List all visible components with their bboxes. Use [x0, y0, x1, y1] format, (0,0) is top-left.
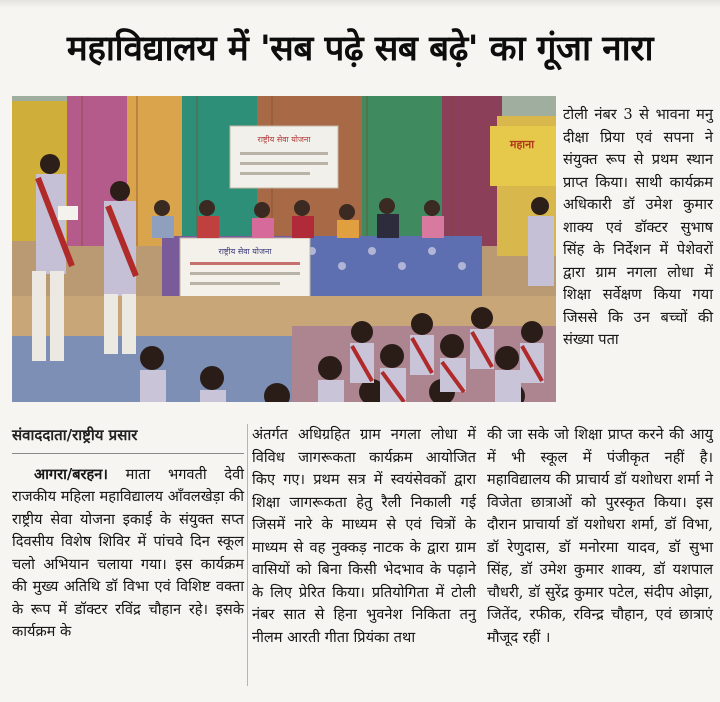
- article-paragraph: की जा सके जो शिक्षा प्राप्त करने की आयु में भी स्कूल में पंजीकृत नहीं है। महाविद्यालय की प्राचार्य डॉ यशोधरा शर्मा ने विजेता छात्राओं को पुरस्कृत किया। इस दौरान प्राचार्या डॉ यशोधरा शर्मा, डॉ विभा, डॉ रेणुदास, डॉ मनोरमा यादव, डॉ सुभा सिंह, डॉ उमेश कुमार शाक्य, डॉ यशपाल चौधरी, डॉ सुरेंद्र कुमार पटेल, संदीप ओझा, जितेंद, रफीक, रविन्द्र चौहान, एवं छात्राएं मौजूद रहीं ।: [487, 426, 713, 646]
- article-column-2: [252, 424, 476, 649]
- article-paragraph: माता भगवती देवी राजकीय महिला महाविद्यालय आँवलखेड़ा की राष्ट्रीय सेवा योजना इकाई के संयुक्त सप्त दिवसीय विशेष शिविर में पांचवे दिन स्कूल चलो अभियान चलाया गया। इस कार्यक्रम की मुख्य अतिथि डॉ विभा एवं विशिष्ट वक्ता के रूप में डॉक्टर रविंद्र चौहान रहे। इसके कार्यक्रम के: [12, 465, 244, 640]
- headline: महाविद्यालय में 'सब पढ़े सब बढ़े' का गूंजा नारा: [66, 29, 654, 69]
- side-sign-text: महाना: [509, 138, 535, 151]
- dateline: आगरा/बरहन।: [34, 465, 108, 483]
- article-column-1: [12, 424, 244, 644]
- banner-top-text: राष्ट्रीय सेवा योजना: [257, 135, 311, 144]
- news-photo: [12, 96, 556, 402]
- previous-article-edge: [0, 0, 720, 8]
- column-divider: [247, 424, 248, 686]
- table-banner-text: राष्ट्रीय सेवा योजना: [218, 247, 272, 256]
- byline: संवाददाता/राष्ट्रीय प्रसार: [12, 424, 244, 454]
- article-column-right-top: [563, 104, 713, 352]
- article-paragraph: टोली नंबर 3 से भावना मनु दीक्षा प्रिया एवं सपना ने संयुक्त रूप से प्रथम स्थान प्राप्त किया। साथी कार्यक्रम अधिकारी डॉ उमेश कुमार शाक्य एवं डॉक्टर सुभाष सिंह के निर्देशन में पेशेवरों द्वारा ग्राम नगला लोधा में शिक्षा सर्वेक्षण किया गया जिससे कि उन बच्चों की संख्या पता: [563, 106, 713, 348]
- article-column-3: [487, 424, 713, 649]
- article-paragraph: अंतर्गत अधिग्रहित ग्राम नगला लोधा में विविध जागरूकता कार्यक्रम आयोजित किए गए। प्रथम सत्र में स्वयंसेवकों द्वारा शिक्षा जागरूकता हेतु रैली निकाली गई जिसमें नारे के माध्यम से एवं चित्रों के माध्यम से वह नुक्कड़ नाटक के द्वारा ग्राम वासियों को बिना किसी भेदभाव के पढ़ाने के लिए प्रेरित किया। प्रतियोगिता में टोली नंबर सात से हिना भुवनेश निकिता तनु नीलम आरती गीता प्रियंका तथा: [252, 426, 476, 646]
